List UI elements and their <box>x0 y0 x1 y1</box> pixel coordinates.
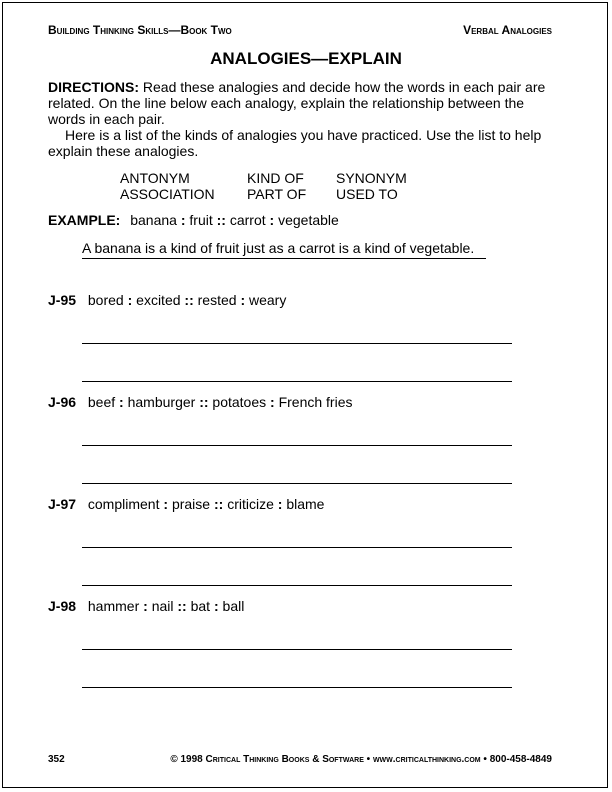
term: banana <box>130 212 177 228</box>
directions-text: Read these analogies and decide how the words in each pair are related. On the line below each analogy, explain the relationship between the words in each pair. <box>48 79 546 127</box>
answer-line[interactable] <box>82 445 512 446</box>
page-title: ANALOGIES—EXPLAIN <box>210 49 402 68</box>
phone-number: 800-458-4849 <box>489 754 552 765</box>
kinds-column-3 <box>336 170 407 202</box>
term: hamburger <box>127 394 196 410</box>
section-title: Verbal Analogies <box>463 23 552 37</box>
term: blame <box>286 496 325 512</box>
term: rested <box>197 292 237 308</box>
separator: :: <box>199 394 209 410</box>
kinds-column-1 <box>120 170 215 202</box>
question-number: J-98 <box>48 598 77 614</box>
directions <box>48 79 560 159</box>
question-j97 <box>48 496 324 512</box>
example-answer: A banana is a kind of fruit just as a carrot is a kind of vegetable. <box>82 240 486 259</box>
separator: : <box>143 598 148 614</box>
example <box>48 212 339 228</box>
question-j96 <box>48 394 353 410</box>
term: bat <box>190 598 211 614</box>
term: hammer <box>87 598 140 614</box>
footer-bullet: • <box>483 754 487 765</box>
answer-line[interactable] <box>82 649 512 650</box>
kind-item: USED TO <box>336 186 398 202</box>
example-label: EXAMPLE: <box>48 212 121 228</box>
book-title: Building Thinking Skills—Book Two <box>48 23 232 37</box>
directions-paragraph <box>48 79 560 127</box>
term: beef <box>87 394 116 410</box>
term: carrot <box>229 212 266 228</box>
term: criticize <box>227 496 274 512</box>
term: nail <box>151 598 174 614</box>
kind-item: PART OF <box>247 186 307 202</box>
term: weary <box>249 292 287 308</box>
kinds-column-2 <box>247 170 306 202</box>
answer-line[interactable] <box>82 687 512 688</box>
separator: : <box>163 496 169 512</box>
question-number: J-96 <box>48 394 77 410</box>
term: vegetable <box>278 212 339 228</box>
separator: :: <box>184 292 194 308</box>
separator: : <box>119 394 124 410</box>
term: excited <box>136 292 181 308</box>
term: fruit <box>189 212 213 228</box>
separator: : <box>269 212 275 228</box>
term: compliment <box>87 496 160 512</box>
separator: :: <box>216 212 226 228</box>
term: ball <box>222 598 245 614</box>
publisher-name: Critical Thinking Books & Software <box>205 754 364 765</box>
term: praise <box>171 496 211 512</box>
kind-item: SYNONYM <box>336 170 407 186</box>
term: French fries <box>278 394 353 410</box>
directions-text-2: Here is a list of the kinds of analogies you have practiced. Use the list to help explain these analogies. <box>48 127 542 159</box>
question-number: J-95 <box>48 292 77 308</box>
separator: : <box>240 292 246 308</box>
footer-bullet: • <box>366 754 371 765</box>
kind-item: ANTONYM <box>120 170 190 186</box>
question-j98 <box>48 598 244 614</box>
question-j95 <box>48 292 286 308</box>
kind-item: ASSOCIATION <box>120 186 215 202</box>
copyright-year: © 1998 <box>170 754 203 765</box>
answer-line[interactable] <box>82 381 512 382</box>
answer-line[interactable] <box>82 547 512 548</box>
answer-line[interactable] <box>82 343 512 344</box>
separator: : <box>277 496 283 512</box>
answer-line[interactable] <box>82 585 512 586</box>
website-link[interactable]: www.criticalthinking.com <box>372 754 481 765</box>
separator: :: <box>213 496 224 512</box>
question-number: J-97 <box>48 496 77 512</box>
separator: : <box>127 292 133 308</box>
answer-line[interactable] <box>82 483 512 484</box>
term: potatoes <box>212 394 267 410</box>
page-number: 352 <box>48 754 65 765</box>
kind-item: KIND OF <box>247 170 304 186</box>
separator: : <box>213 598 219 614</box>
separator: : <box>270 394 275 410</box>
directions-label: DIRECTIONS: <box>48 79 139 95</box>
footer-copyright <box>170 754 552 765</box>
term: bored <box>87 292 124 308</box>
separator: : <box>180 212 186 228</box>
separator: :: <box>177 598 187 614</box>
